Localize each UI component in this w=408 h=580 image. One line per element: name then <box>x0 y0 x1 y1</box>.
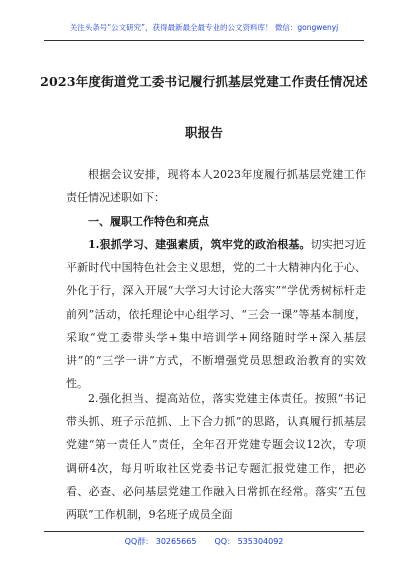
intro-paragraph: 根据会议安排，现将本人2023年度履行抓基层党建工作责任情况述职如下： <box>66 168 366 205</box>
document-title-line2: 职报告 <box>184 125 224 140</box>
paragraph-2: 2.强化担当、提高站位，落实党建主体责任。按照“书记带头抓、班子示范抓、上下合力抓”的思路，认真履行抓基层党建“第一责任人”责任，全年召开党建专题会议12次，专项调研4次，每月听取社区党委书记专题汇报党建工作，把必看、必查、必问基层党建工作融入日常抓在经常。落实“五包两联”工作机制，9名班子成员全面 <box>66 392 366 522</box>
footer-qq-group: QQ群： 30265665 <box>124 537 197 546</box>
footer-qq: QQ： 535304092 <box>214 537 284 546</box>
paragraph-1-body: 切实把习近平新时代中国特色社会主义思想，党的二十大精神内化于心、外化于行，深入开展“大学习大讨论大落实”“学优秀树标杆走前列”活动，依托理论中心组学习、“三会一课”等基本制度，采取“党工委带头学+集中培训学+网络随时学+深入基层讲”的“三学一讲”方式，不断增强党员思想政治教育的实效性。 <box>66 238 367 391</box>
header-promo-note: 关注头条号“公文研究”，获得最新最全最专业的公文资料库！ 微信：gongwenyj <box>69 23 339 32</box>
header-divider <box>44 40 364 41</box>
paragraph-1 <box>66 233 366 395</box>
paragraph-1-lead: 1.狠抓学习、建强素质，筑牢党的政治根基。 <box>88 238 311 251</box>
footer-divider <box>44 531 364 532</box>
document-title-line1: 2023年度街道党工委书记履行抓基层党建工作责任情况述 <box>40 74 368 89</box>
section-heading-1: 一、履职工作特色和亮点 <box>88 215 209 228</box>
footer-contact <box>0 536 408 547</box>
